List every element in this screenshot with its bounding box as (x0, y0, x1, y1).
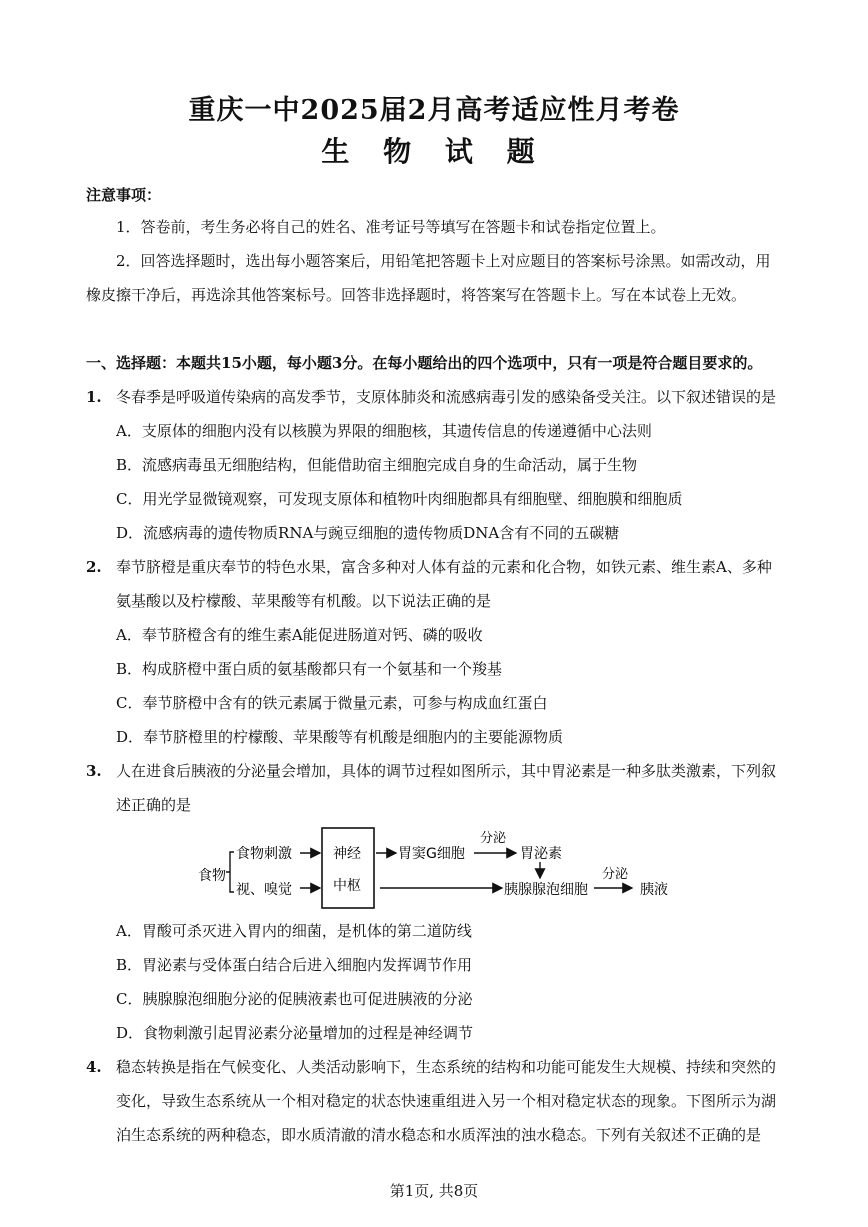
question-1-option-c: C．用光学显微镜观察，可发现支原体和植物叶肉细胞都具有细胞壁、细胞膜和细胞质 (116, 490, 683, 508)
diagram-label-stimulus: 食物刺激 (236, 846, 292, 862)
question-1-option-d: D．流感病毒的遗传物质RNA与豌豆细胞的遗传物质DNA含有不同的五碳糖 (116, 524, 620, 542)
diagram-label-center-bottom: 中枢 (333, 878, 361, 894)
question-4-stem-line-2: 变化，导致生态系统从一个相对稳定的状态快速重组进入另一个相对稳定状态的现象。下图所示为湖 (116, 1092, 777, 1110)
question-4-stem-line-1: 稳态转换是指在气候变化、人类活动影响下，生态系统的结构和功能可能发生大规模、持续和突然的 (116, 1058, 777, 1076)
question-2-option-d: D．奉节脐橙里的柠檬酸、苹果酸等有机酸是细胞内的主要能源物质 (116, 728, 564, 746)
question-3-stem-line-1: 人在进食后胰液的分泌量会增加，具体的调节过程如图所示，其中胃泌素是一种多肽类激素，下列叙 (116, 762, 777, 780)
diagram-label-sense: 视、嗅觉 (236, 882, 292, 898)
diagram-label-acinar: 胰腺腺泡细胞 (504, 882, 588, 898)
question-3-option-d: D．食物刺激引起胃泌素分泌量增加的过程是神经调节 (116, 1024, 474, 1042)
notice-item-1: 1．答卷前，考生务必将自己的姓名、准考证号等填写在答题卡和试卷指定位置上。 (116, 218, 666, 236)
diagram-brace (226, 852, 234, 892)
question-4-number: 4. (86, 1058, 102, 1076)
pancreatic-regulation-diagram (190, 822, 690, 912)
question-3-number: 3. (86, 762, 102, 780)
question-1-option-b: B．流感病毒虽无细胞结构，但能借助宿主细胞完成自身的生命活动，属于生物 (116, 456, 638, 474)
question-1-option-a: A．支原体的细胞内没有以核膜为界限的细胞核，其遗传信息的传递遵循中心法则 (116, 422, 652, 440)
exam-subtitle: 生 物 试 题 (321, 135, 547, 168)
question-1-stem: 冬春季是呼吸道传染病的高发季节，支原体肺炎和流感病毒引发的感染备受关注。以下叙述错误的是 (116, 388, 777, 406)
question-2-option-c: C．奉节脐橙中含有的铁元素属于微量元素，可参与构成血红蛋白 (116, 694, 548, 712)
section-1-heading: 一、选择题：本题共15小题，每小题3分。在每小题给出的四个选项中，只有一项是符合题目要求的。 (86, 354, 763, 372)
question-3-option-c: C．胰腺腺泡细胞分泌的促胰液素也可促进胰液的分泌 (116, 990, 473, 1008)
question-2-option-b: B．构成脐橙中蛋白质的氨基酸都只有一个氨基和一个羧基 (116, 660, 503, 678)
diagram-label-gastrin: 胃泌素 (520, 846, 562, 862)
notice-item-2-line-1: 2．回答选择题时，选出每小题答案后，用铅笔把答题卡上对应题目的答案标号涂黑。如需改动，用 (116, 252, 771, 270)
diagram-label-gcell: 胃窦G细胞 (398, 846, 465, 862)
page-footer: 第1页, 共8页 (389, 1182, 479, 1200)
question-4-stem-line-3: 泊生态系统的两种稳态，即水质清澈的清水稳态和水质浑浊的浊水稳态。下列有关叙述不正确的是 (116, 1126, 762, 1144)
diagram-nerve-center-box (322, 828, 374, 908)
question-2-stem-line-2: 氨基酸以及柠檬酸、苹果酸等有机酸。以下说法正确的是 (116, 592, 492, 610)
diagram-label-secrete-1: 分泌 (480, 831, 507, 846)
notice-heading: 注意事项： (86, 186, 162, 204)
diagram-label-juice: 胰液 (640, 882, 668, 898)
exam-title: 重庆一中2025届2月高考适应性月考卷 (188, 95, 680, 126)
question-2-number: 2. (86, 558, 102, 576)
diagram-label-food: 食物 (198, 868, 226, 884)
question-3-stem-line-2: 述正确的是 (116, 796, 192, 814)
question-1-number: 1. (86, 388, 102, 406)
question-3-option-a: A．胃酸可杀灭进入胃内的细菌，是机体的第二道防线 (116, 922, 472, 940)
notice-item-2-line-2: 橡皮擦干净后，再选涂其他答案标号。回答非选择题时，将答案写在答题卡上。写在本试卷上无效。 (86, 286, 747, 304)
diagram-label-center-top: 神经 (333, 846, 361, 862)
question-3-option-b: B．胃泌素与受体蛋白结合后进入细胞内发挥调节作用 (116, 956, 473, 974)
question-2-stem-line-1: 奉节脐橙是重庆奉节的特色水果，富含多种对人体有益的元素和化合物，如铁元素、维生素A、多种 (116, 558, 772, 576)
diagram-label-secrete-2: 分泌 (602, 867, 629, 882)
question-2-option-a: A．奉节脐橙含有的维生素A能促进肠道对钙、磷的吸收 (116, 626, 483, 644)
